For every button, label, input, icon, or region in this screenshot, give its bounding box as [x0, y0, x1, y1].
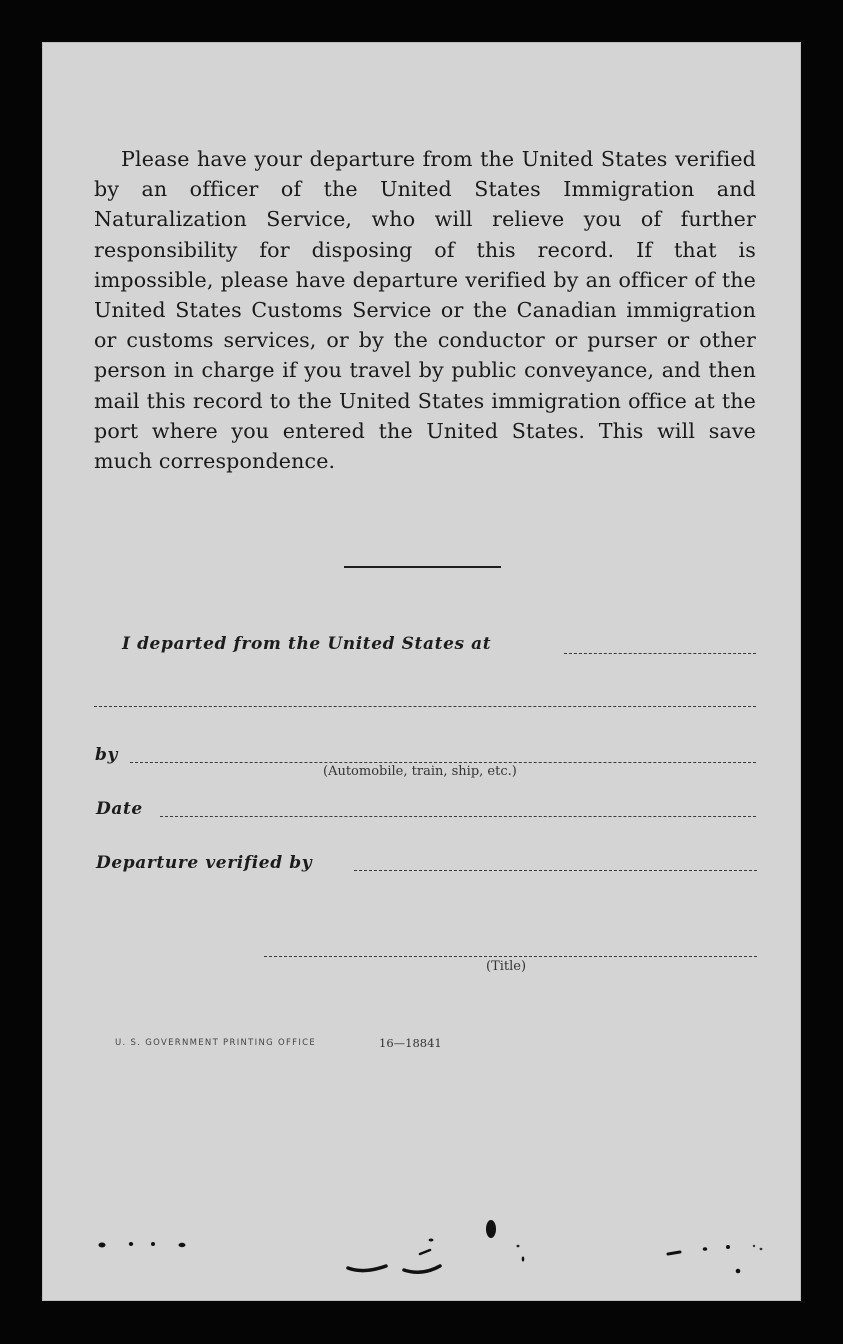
title-line[interactable] [264, 956, 757, 957]
by-label: by [95, 745, 118, 765]
departed-location-line-2[interactable] [94, 706, 756, 707]
ink-specks [42, 1202, 801, 1301]
printer-imprint: U. S. GOVERNMENT PRINTING OFFICE [115, 1038, 317, 1048]
date-line[interactable] [160, 816, 756, 817]
conveyance-line[interactable] [130, 762, 756, 763]
departed-location-line[interactable] [564, 653, 756, 654]
date-label: Date [96, 799, 143, 819]
section-divider [344, 566, 501, 568]
departure-record-card [42, 42, 801, 1301]
conveyance-caption: (Automobile, train, ship, etc.) [323, 764, 517, 779]
form-number: 16—18841 [379, 1036, 442, 1050]
verified-by-label: Departure verified by [96, 853, 313, 873]
instructions-paragraph: Please have your departure from the United States verified by an officer of the United States Immigration and Naturalization Service, who will relieve you of further responsibility for disposing of this record. If that is impossible, please have departure verified by an officer of the United States Customs Service or the Canadian immigration or customs services, or by the conductor or purser or other person in charge if you travel by public conveyance, and then mail this record to the United States immigration office at the port where you entered the United States. This will save much correspondence. [94, 147, 756, 474]
verified-by-line[interactable] [354, 870, 757, 871]
departed-label: I departed from the United States at [122, 634, 492, 654]
title-caption: (Title) [486, 959, 527, 974]
